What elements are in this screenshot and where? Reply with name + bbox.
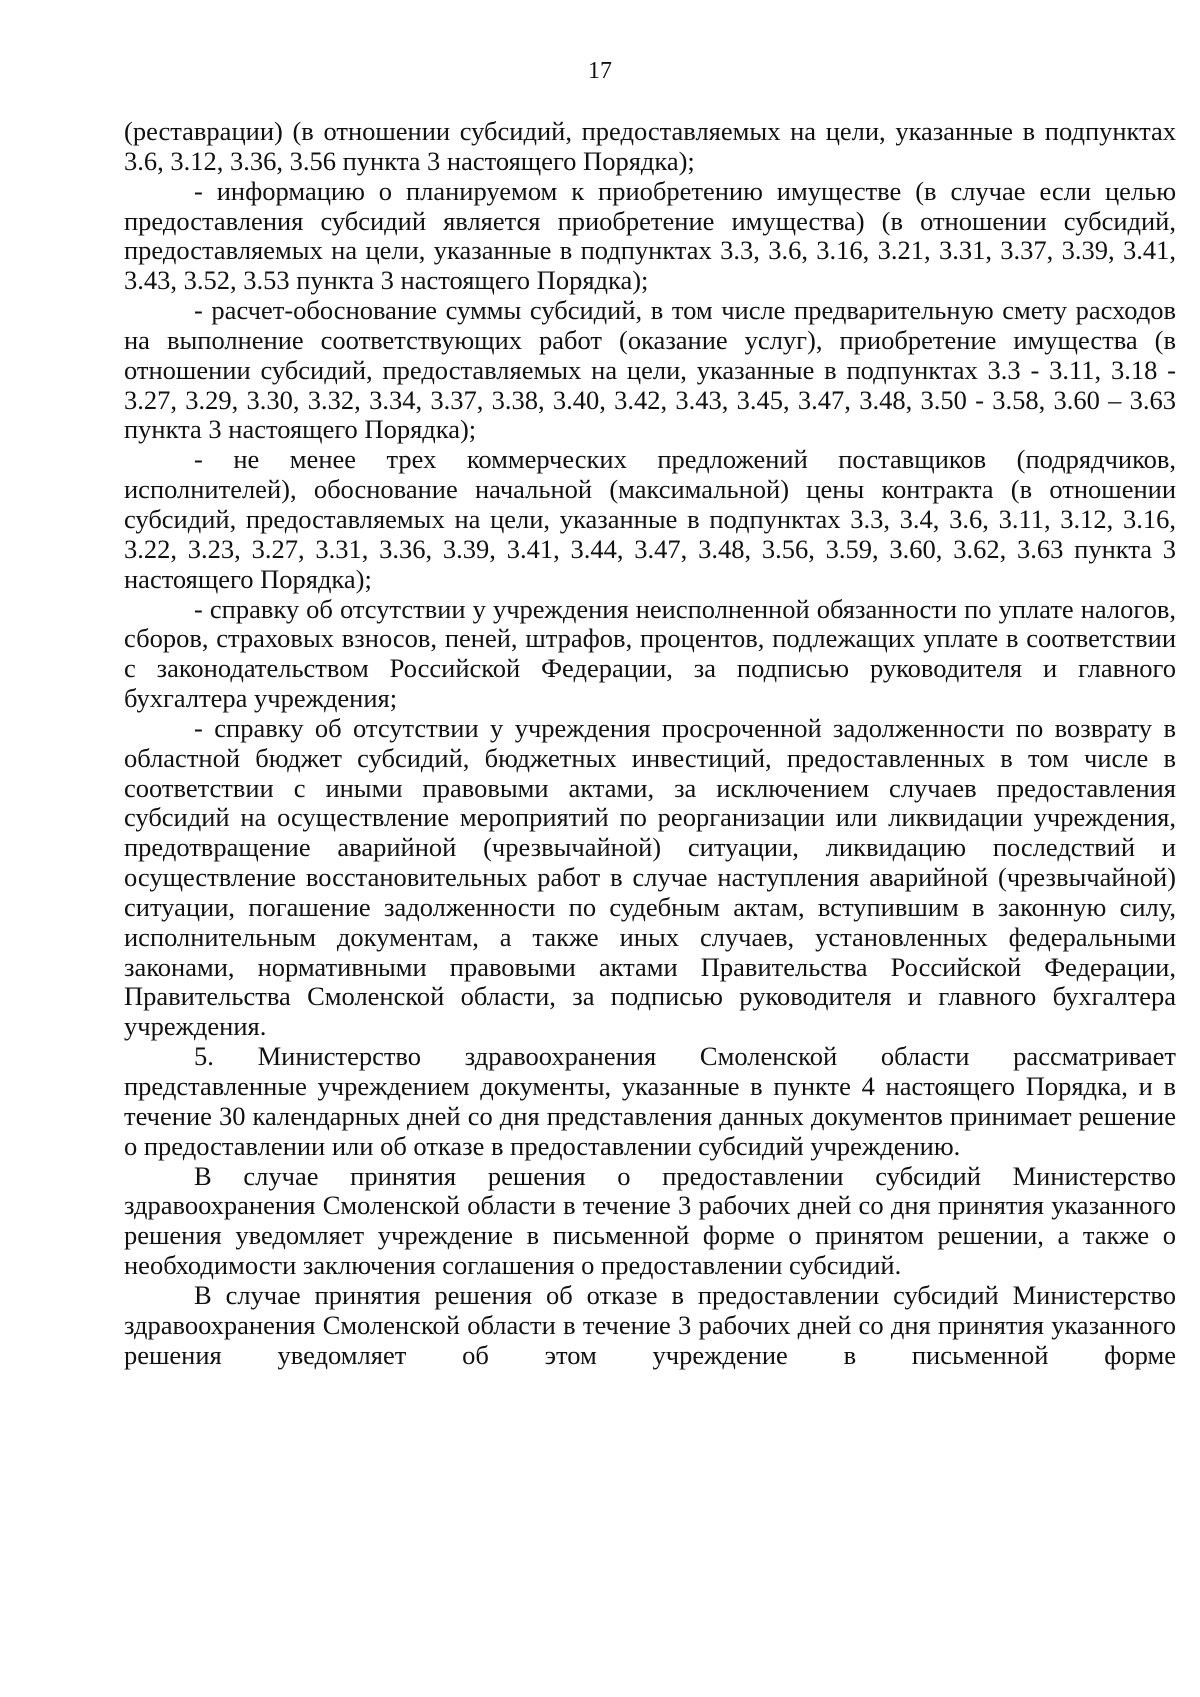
paragraph-approval-case: В случае принятия решения о предоставлении субсидий Министерство здравоохранения Смоленской области в течение 3 рабочих дней со дня принятия указанного решения уведомляет учреждение в письменной форме о принятом решении, а также о необходимости заключения соглашения о предоставлении субсидий. (124, 1160, 1176, 1281)
paragraph-item-5: 5. Министерство здравоохранения Смоленской области рассматривает представленные учреждением документы, указанные в пункте 4 настоящего Порядка, и в течение 30 календарных дней со дня представления данных документов принимает решение о предоставлении или об отказе в предоставлении субсидий учреждению. (124, 1041, 1176, 1161)
paragraph-refusal-case: В случае принятия решения об отказе в предоставлении субсидий Министерство здравоохранения Смоленской области в течение 3 рабочих дней со дня принятия указанного решения уведомляет об этом учреждение в письменной форме (124, 1279, 1176, 1370)
paragraph-tax-certificate: - справку об отсутствии у учреждения неисполненной обязанности по уплате налогов, сборов, страховых взносов, пеней, штрафов, процентов, подлежащих уплате в соответствии с законодательством Российской Федерации, за подписью руководителя и главного бухгалтера учреждения; (124, 593, 1176, 714)
paragraph-property-info: - информацию о планируемом к приобретению имуществе (в случае если целью предоставления субсидий является приобретение имущества) (в отношении субсидий, предоставляемых на цели, указанные в подпунктах 3.3, 3.6, 3.16, 3.21, 3.31, 3.37, 3.39, 3.41, 3.43, 3.52, 3.53 пункта 3 настоящего Порядка); (124, 175, 1176, 296)
paragraph-commercial-offers: - не менее трех коммерческих предложений поставщиков (подрядчиков, исполнителей), обоснование начальной (максимальной) цены контракта (в отношении субсидий, предоставляемых на цели, указанные в подпунктах 3.3, 3.4, 3.6, 3.11, 3.12, 3.16, 3.22, 3.23, 3.27, 3.31, 3.36, 3.39, 3.41, 3.44, 3.47, 3.48, 3.56, 3.59, 3.60, 3.62, 3.63 пункта 3 настоящего Порядка); (124, 444, 1176, 594)
paragraph-continuation: (реставрации) (в отношении субсидий, предоставляемых на цели, указанные в подпунктах 3.6, 3.12, 3.36, 3.56 пункта 3 настоящего Порядка); (124, 116, 1176, 176)
paragraph-cost-estimate: - расчет-обоснование суммы субсидий, в том числе предварительную смету расходов на выполнение соответствующих работ (оказание услуг), приобретение имущества (в отношении субсидий, предоставляемых на цели, указанные в подпунктах 3.3 - 3.11, 3.18 - 3.27, 3.29, 3.30, 3.32, 3.34, 3.37, 3.38, 3.40, 3.42, 3.43, 3.45, 3.47, 3.48, 3.50 - 3.58, 3.60 – 3.63 пункта 3 настоящего Порядка); (124, 295, 1176, 445)
page-number: 17 (588, 58, 612, 84)
document-body (124, 117, 1176, 1370)
paragraph-debt-certificate: - справку об отсутствии у учреждения просроченной задолженности по возврату в областной бюджет субсидий, бюджетных инвестиций, предоставленных в том числе в соответствии с иными правовыми актами, за исключением случаев предоставления субсидий на осуществление мероприятий по реорганизации или ликвидации учреждения, предотвращение аварийной (чрезвычайной) ситуации, ликвидацию последствий и осуществление восстановительных работ в случае наступления аварийной (чрезвычайной) ситуации, погашение задолженности по судебным актам, вступившим в законную силу, исполнительным документам, а также иных случаев, установленных федеральными законами, нормативными правовыми актами Правительства Российской Федерации, Правительства Смоленской области, за подписью руководителя и главного бухгалтера учреждения. (124, 712, 1176, 1042)
